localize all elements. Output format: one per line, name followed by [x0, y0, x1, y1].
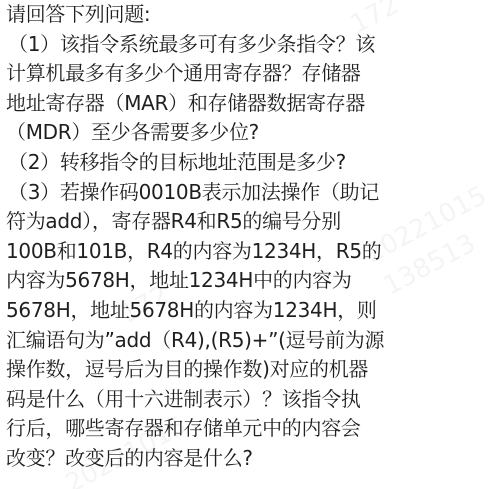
question-line: 改变？改变后的内容是什么?	[6, 445, 253, 470]
question-line: 操作数，逗号后为目的操作数)对应的机器	[6, 357, 369, 382]
question-line: 汇编语句为”add（R4),(R5)+”(逗号前为源	[6, 327, 385, 352]
question-line: （2）转移指令的目标地址范围是多少?	[8, 149, 346, 174]
question-line: 地址寄存器（MAR）和存储器数据寄存器	[6, 90, 366, 115]
question-line: 码是什么（用十六进制表示）？该指令执	[6, 386, 361, 411]
question-line: （1）该指令系统最多可有多少条指令？该	[8, 31, 376, 56]
question-line: 100B和101B，R4的内容为1234H，R5的	[6, 238, 382, 263]
question-line: 5678H，地址5678H的内容为1234H，则	[6, 297, 377, 322]
question-line: 行后，哪些寄存器和存储单元中的内容会	[6, 416, 361, 441]
question-line: （3）若操作码0010B表示加法操作（助记	[8, 179, 380, 204]
question-line: 符为add），寄存器R4和R5的编号分别	[6, 209, 341, 234]
question-intro: 请回答下列问题:	[6, 2, 151, 26]
question-text-block	[6, 0, 486, 474]
question-line: 计算机最多有多少个通用寄存器？存储器	[6, 61, 361, 86]
question-line: 内容为5678H，地址1234H中的内容为	[6, 268, 352, 293]
question-line: （MDR）至少各需要多少位?	[6, 120, 259, 145]
